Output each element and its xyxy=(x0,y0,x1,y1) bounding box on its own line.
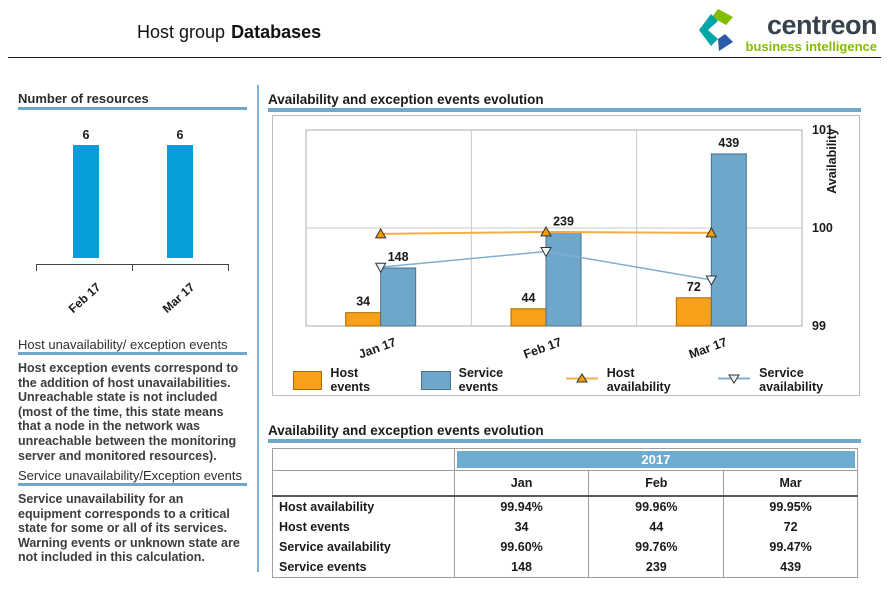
legend-item-host-availability xyxy=(565,366,691,394)
service-unavailability-description: Service unavailability for an equipment corresponds to a critical state for some or all of its services. Warning events or unknown state are not included in this calculation. xyxy=(18,492,240,565)
table-cell-value: 34 xyxy=(454,517,589,537)
table-row-label: Service availability xyxy=(273,537,455,557)
table-row xyxy=(273,537,858,557)
table-cell-value: 99.60% xyxy=(454,537,589,557)
bar-value-label: 239 xyxy=(553,214,574,229)
resources-bar-feb-17 xyxy=(73,145,99,258)
table-section-title: Availability and exception events evolution xyxy=(268,423,544,438)
legend-swatch xyxy=(293,371,322,390)
chart-section-underline xyxy=(268,108,861,112)
service-unavailability-section-title: Service unavailability/Exception events xyxy=(18,468,243,483)
table-month-header-row xyxy=(273,471,858,497)
sidebar-vertical-divider xyxy=(257,85,259,572)
bar-service-events-jan-17 xyxy=(381,268,416,326)
resources-category-label: Feb 17 xyxy=(65,280,104,316)
table-section-underline xyxy=(268,439,861,443)
availability-events-plot xyxy=(273,116,859,364)
availability-axis-tick: 99 xyxy=(812,319,826,333)
availability-axis-tick: 100 xyxy=(812,221,833,235)
legend-swatch xyxy=(421,371,450,390)
legend-item-host-events xyxy=(293,366,395,394)
resources-axis-tick xyxy=(36,264,37,271)
availability-events-chart xyxy=(272,115,860,396)
page-title xyxy=(137,22,321,43)
page-title-prefix: Host group xyxy=(137,22,226,42)
table-year-row xyxy=(273,449,858,471)
header-divider-line xyxy=(8,57,881,58)
table-cell-value: 99.95% xyxy=(724,496,858,517)
month-axis-label: Mar 17 xyxy=(686,334,729,362)
resources-axis-tick xyxy=(228,264,229,271)
bar-value-label: 72 xyxy=(686,279,701,294)
chart-legend xyxy=(293,366,859,394)
table-cell-value: 439 xyxy=(724,557,858,578)
table-row xyxy=(273,517,858,537)
resources-bar-value-label: 6 xyxy=(82,128,90,142)
page-title-hostgroup: Databases xyxy=(231,22,322,42)
resources-title-underline xyxy=(18,107,247,110)
table-year-cell xyxy=(454,449,857,471)
table-month-header-feb: Feb xyxy=(589,471,724,497)
legend-item-service-events xyxy=(421,366,539,394)
table-cell-value: 99.76% xyxy=(589,537,724,557)
bar-value-label: 439 xyxy=(718,135,740,150)
resources-chart-title: Number of resources xyxy=(18,91,149,106)
table-cell-value: 148 xyxy=(454,557,589,578)
resources-category-label: Mar 17 xyxy=(159,280,198,316)
table-corner-cell xyxy=(273,449,455,471)
table-empty-header-cell xyxy=(273,471,455,497)
bar-value-label: 34 xyxy=(356,294,371,309)
bar-value-label: 44 xyxy=(521,290,536,305)
resources-axis-tick xyxy=(132,264,133,271)
availability-axis-label: Availability xyxy=(825,128,839,194)
table-year-header: 2017 xyxy=(457,451,855,468)
logo-brand-text: centreon xyxy=(766,10,877,40)
centreon-c-icon xyxy=(696,8,738,57)
bar-service-events-feb-17 xyxy=(546,232,581,326)
logo-tagline-text: business intelligence xyxy=(745,39,877,54)
chart-section-title: Availability and exception events evolution xyxy=(268,92,544,107)
table-row xyxy=(273,496,858,517)
table-cell-value: 99.94% xyxy=(454,496,589,517)
bar-host-events-mar-17 xyxy=(676,298,711,326)
table-cell-value: 72 xyxy=(724,517,858,537)
table-cell-value: 99.47% xyxy=(724,537,858,557)
centreon-logo xyxy=(696,8,878,57)
bar-host-events-feb-17 xyxy=(511,309,546,326)
month-axis-label: Jan 17 xyxy=(356,335,398,362)
legend-item-service-availability xyxy=(717,366,859,394)
table-row-label: Host availability xyxy=(273,496,455,517)
availability-events-table xyxy=(272,448,858,578)
table-row-label: Service events xyxy=(273,557,455,578)
bar-service-events-mar-17 xyxy=(711,154,746,326)
service-unavailability-title-underline xyxy=(18,483,247,486)
bar-value-label: 148 xyxy=(387,249,409,264)
table-cell-value: 44 xyxy=(589,517,724,537)
number-of-resources-chart xyxy=(18,112,247,316)
availability-axis-tick: 101 xyxy=(812,123,833,137)
resources-bar-value-label: 6 xyxy=(176,128,184,142)
table-row xyxy=(273,557,858,578)
table-month-header-mar: Mar xyxy=(724,471,858,497)
legend-label: Host events xyxy=(330,366,371,394)
bar-host-events-jan-17 xyxy=(346,313,381,326)
month-axis-label: Feb 17 xyxy=(521,334,564,362)
resources-bar-mar-17 xyxy=(167,145,193,258)
host-unavailability-section-title: Host unavailability/ exception events xyxy=(18,337,228,352)
legend-label: Service availability xyxy=(759,366,824,394)
host-unavailability-description: Host exception events correspond to the addition of host unavailabilities. Unreachable state is not included (most of the time, this state means that a node in the network was unreachable between the monitoring server and monitored resources). xyxy=(18,361,239,463)
table-month-header-jan: Jan xyxy=(454,471,589,497)
table-row-label: Host events xyxy=(273,517,455,537)
table-cell-value: 99.96% xyxy=(589,496,724,517)
legend-label: Service events xyxy=(458,366,504,394)
legend-triangle-down-icon xyxy=(717,371,751,389)
table-cell-value: 239 xyxy=(589,557,724,578)
legend-triangle-up-icon xyxy=(565,371,599,389)
legend-label: Host availability xyxy=(606,366,671,394)
host-unavailability-title-underline xyxy=(18,352,247,355)
